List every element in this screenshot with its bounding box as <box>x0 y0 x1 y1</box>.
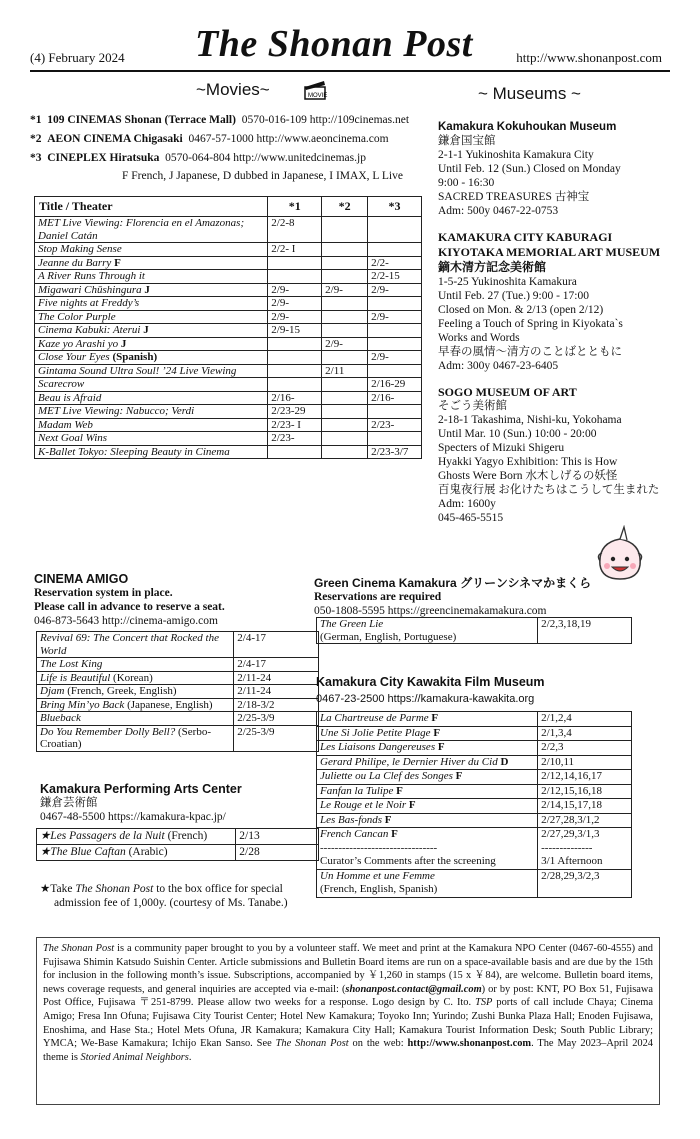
masthead-title: The Shonan Post <box>195 23 473 65</box>
table-row: Gintama Sound Ultra Soul! ’24 Live Viewing 2/11 <box>35 364 422 378</box>
language-legend: F French, J Japanese, D dubbed in Japanese, I IMAX, L Live <box>122 170 403 182</box>
table-row: La Chartreuse de Parme F 2/1,2,4 <box>317 712 632 727</box>
table-row: Les Bas-fonds F 2/27,28,3/1,2 <box>317 813 632 828</box>
table-row: Scarecrow 2/16-29 <box>35 378 422 392</box>
table-row: The Lost King 2/4-17 <box>37 658 319 672</box>
museum-kokuhoukan: Kamakura Kokuhoukan Museum 鎌倉国宝館 2-1-1 Yukinoshita Kamakura City Until Feb. 12 (Sun.) Closed on Monday 9:00 - 16:30 SACRED TREASURES 古神宝 Adm: 500y 0467-22-0753 <box>438 121 621 217</box>
table-row: Juliette ou La Clef des Songes F 2/12,14,16,17 <box>317 770 632 785</box>
kpac-table <box>36 828 319 861</box>
table-header-row: Title / Theater *1 *2 *3 <box>35 197 422 217</box>
table-row: Migawari Chūshingura J 2/9- 2/9- 2/9- <box>35 283 422 297</box>
table-row: Un Homme et une Femme (French, English, Spanish) 2/28,29,3/2,3 <box>317 869 632 897</box>
table-row: Next Goal Wins 2/23- <box>35 432 422 446</box>
cinema-line-2: *2 AEON CINEMA Chigasaki 0467-57-1000 http://www.aeoncinema.com <box>30 133 389 145</box>
contact-email[interactable]: shonanpost.contact@gmail.com <box>345 983 482 995</box>
table-row: Five nights at Freddy’s 2/9- <box>35 297 422 311</box>
table-row: Kaze yo Arashi yo J 2/9- <box>35 337 422 351</box>
table-row: Djam (French, Greek, English) 2/11-24 <box>37 685 319 699</box>
table-row: K-Ballet Tokyo: Sleeping Beauty in Cinema 2/23-3/7 <box>35 445 422 459</box>
amigo-table <box>36 631 319 752</box>
cinema-amigo-block: CINEMA AMIGO Reservation system in place. Please call in advance to reserve a seat. 046-873-5643 http://cinema-amigo.com <box>34 572 225 627</box>
museum-list <box>438 120 678 525</box>
table-row: Close Your Eyes (Spanish) 2/9- <box>35 351 422 365</box>
table-row: Fanfan la Tulipe F 2/12,15,16,18 <box>317 784 632 799</box>
clapperboard-icon <box>302 78 330 102</box>
museum-sogo: SOGO MUSEUM OF ART そごう美術館 2-18-1 Takashima, Nishi-ku, Yokohama Until Mar. 10 (Sun.) 10:00 - 20:00 Specters of Mizuki Shigeru Hyakki Yagyo Exhibition: This is How Ghosts Were Born 水木しげるの妖怪 百鬼夜行展 お化けたちはこうして生まれた Adm: 1600y 045-465-5515 <box>438 385 660 524</box>
site-url[interactable]: http://www.shonanpost.com <box>516 50 662 65</box>
museums-heading: ~ Museums ~ <box>478 84 581 103</box>
green-cinema-block: Green Cinema Kamakura グリーンシネマかまくら Reservations are required 050-1808-5595 https://greencinemakamakura.com <box>314 576 592 617</box>
table-row: MET Live Viewing: Florencia en el Amazonas; Daniel Catán 2/2-8 <box>35 217 422 243</box>
table-row: A River Runs Through it 2/2-15 <box>35 270 422 284</box>
table-row: Life is Beautiful (Korean) 2/11-24 <box>37 671 319 685</box>
table-row: Le Rouge et le Noir F 2/14,15,17,18 <box>317 799 632 814</box>
svg-text:MOVIE: MOVIE <box>308 93 328 99</box>
movies-heading: ~Movies~ <box>196 80 270 99</box>
kpac-block: Kamakura Performing Arts Center 鎌倉芸術館 0467-48-5500 https://kamakura-kpac.jp/ <box>40 782 242 823</box>
table-row: French Cancan F -------------------------------- Curator’s Comments after the screening 2/27,29,3/1,3 -------------- 3/1 Afternoon <box>317 828 632 870</box>
table-row: Stop Making Sense 2/2- I <box>35 243 422 257</box>
movies-table <box>34 196 422 459</box>
cinema-line-3: *3 CINEPLEX Hiratsuka 0570-064-804 http://www.unitedcinemas.jp <box>30 152 366 164</box>
table-row: Revival 69: The Concert that Rocked the World 2/4-17 <box>37 632 319 658</box>
table-row: Beau is Afraid 2/16- 2/16- <box>35 391 422 405</box>
header-rule <box>30 70 670 72</box>
table-row: Madam Web 2/23- I 2/23- <box>35 418 422 432</box>
table-row: Une Si Jolie Petite Plage F 2/1,3,4 <box>317 726 632 741</box>
table-row: ★Les Passagers de la Nuit (French) 2/13 <box>37 829 319 845</box>
table-row: ★The Blue Caftan (Arabic) 2/28 <box>37 845 319 861</box>
table-row: Jeanne du Barry F 2/2- <box>35 256 422 270</box>
table-row: Bring Min’yo Back (Japanese, English) 2/18-3/2 <box>37 698 319 712</box>
table-row: Les Liaisons Dangereuses F 2/2,3 <box>317 741 632 756</box>
table-row: Do You Remember Dolly Bell? (Serbo-Croatian) 2/25-3/9 <box>37 725 319 751</box>
table-row: MET Live Viewing: Nabucco; Verdi 2/23-29 <box>35 405 422 419</box>
green-table <box>316 617 632 644</box>
kawakita-table <box>316 711 632 898</box>
table-row: Cinema Kabuki: Aterui J 2/9-15 <box>35 324 422 338</box>
kpac-note: ★Take The Shonan Post to the box office for special admission fee of 1,000y. (courtesy of Ms. Tanabe.) <box>40 883 288 909</box>
table-row: The Green Lie (German, English, Portuguese) 2/2,3,18,19 <box>317 618 632 644</box>
cinema-line-1: *1 109 CINEMAS Shonan (Terrace Mall) 0570-016-109 http://109cinemas.net <box>30 114 410 126</box>
footer-colophon: The Shonan Post is a community paper brought to you by a volunteer staff. We meet and print at the Kamakura NPO Center (0467-60-4555) and Fujisawa Shimin Katsudo Suishin Center. Article submissions and Bulletin Board items are run on a space-available basis and are due by the 15th for inclusion in the following month’s issue. Subscriptions, accompanied by ￥1,260 in stamps (15 x ￥84), are welcome. Bulletin board items, news coverage requests, and general inquiries are accepted via e-mail: (shonanpost.contact@gmail.com) or by post: KNT, PO Box 51, Fujisawa Post Office, Fujisawa 〒251-8799. Please allow two weeks for a response. Logo design by C. Ito. TSP ports of call include Chaya; Cinema Amigo; Fresa Inn Ofuna; Fujisawa City Tourist Center; Hotel New Kamakura; Toyoko Inn; Yurindo; Zushi Bunka Plaza Hall; Enoden Fujisawa, Enoshima, and Hase Sta.; Hotel Mets Ofuna, JR Kamakura; Kamakura City Hall; Kamakura Tourist Information Desk; South Public Library; YMCA; We-Base Kamakura; Ichijo Ekan Sanso. See The Shonan Post on the web: http://www.shonanpost.com. The May 2023–April 2024 theme is Storied Animal Neighbors. <box>36 937 660 1105</box>
table-row: The Color Purple 2/9- 2/9- <box>35 310 422 324</box>
kawakita-block: Kamakura City Kawakita Film Museum 0467-23-2500 https://kamakura-kawakita.org <box>316 675 545 705</box>
museum-kaburagi: KAMAKURA CITY KABURAGI KIYOTAKA MEMORIAL ART MUSEUM 鏑木清方記念美術館 1-5-25 Yukinoshita Kamakura Until Feb. 27 (Tue.) 9:00 - 17:00 Closed on Mon. & 2/13 (open 2/12) Feeling a Touch of Spring in Kiyokata`s Works and Words 早春の風情～清方のことばとともに Adm: 300y 0467-23-6405 <box>438 230 661 372</box>
footer-web-link[interactable]: http://www.shonanpost.com <box>407 1038 532 1050</box>
table-row: Gerard Philipe, le Dernier Hiver du Cid D 2/10,11 <box>317 755 632 770</box>
issue-date: (4) February 2024 <box>30 50 125 65</box>
table-row: Blueback 2/25-3/9 <box>37 712 319 726</box>
